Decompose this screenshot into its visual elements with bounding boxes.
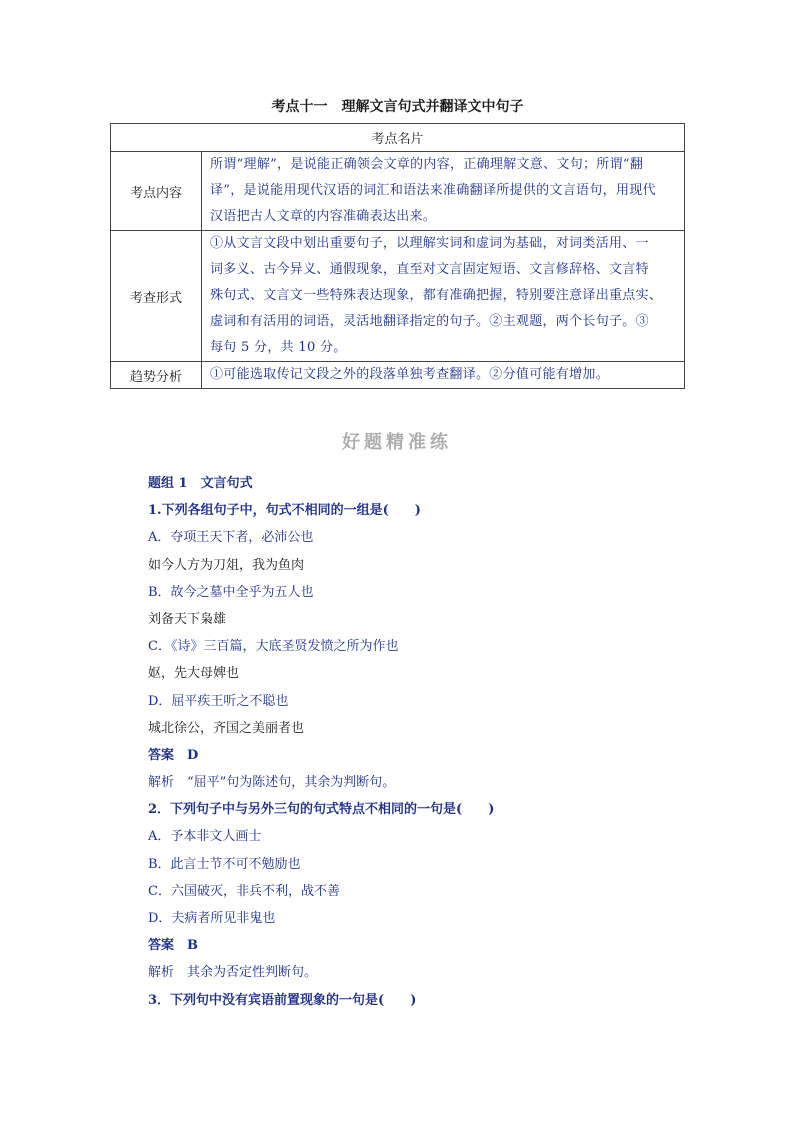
option: A．夺项王天下者，必沛公也 xyxy=(148,530,314,546)
option: A．予本非文人画士 xyxy=(148,829,262,845)
option-continuation: 妪，先大母婢也 xyxy=(148,666,240,682)
page-title: 考点十一 理解文言句式并翻译文中句子 xyxy=(271,99,524,115)
option: B．此言士节不可不勉励也 xyxy=(148,856,301,872)
row-body xyxy=(202,231,685,362)
exam-point-card xyxy=(110,123,685,389)
card-header: 考点名片 xyxy=(111,124,685,152)
question: 1.下列各组句子中，句式不相同的一组是( ) xyxy=(148,503,421,519)
body-line: ①从文言文段中划出重要句子，以理解实词和虚词为基础，对词类活用、一 xyxy=(210,236,649,251)
body-line: 译”，是说能用现代汉语的词汇和语法来准确翻译所提供的文言语句，用现代 xyxy=(210,183,656,198)
body-line: 殊句式、文言文一些特殊表达现象，都有准确把握，特别要注意译出重点实、 xyxy=(210,288,663,303)
answer: 答案 D xyxy=(148,747,199,763)
body-line: ①可能选取传记文段之外的段落单独考查翻译。②分值可能有增加。 xyxy=(210,367,610,382)
body-line: 汉语把古人文章的内容准确表达出来。 xyxy=(210,209,437,224)
option: D．屈平疾王听之不聪也 xyxy=(148,693,289,709)
analysis: 解析 其余为否定性判断句。 xyxy=(148,965,318,981)
group-heading: 题组 1 文言句式 xyxy=(148,476,253,491)
row-label: 趋势分析 xyxy=(111,362,202,389)
card-row-form xyxy=(111,231,685,362)
card-row-content xyxy=(111,152,685,231)
option-continuation: 城北徐公，齐国之美丽者也 xyxy=(148,720,305,736)
question: 2．下列句子中与另外三句的句式特点不相同的一句是( ) xyxy=(148,802,495,818)
option-continuation: 如今人方为刀俎，我为鱼肉 xyxy=(148,557,305,573)
option: D．夫病者所见非鬼也 xyxy=(148,911,276,926)
option: C．《诗》三百篇，大底圣贤发愤之所为作也 xyxy=(148,639,399,655)
question: 3．下列句中没有宾语前置现象的一句是( ) xyxy=(148,992,417,1008)
option-continuation: 刘备天下枭雄 xyxy=(148,611,227,627)
card-row-trend xyxy=(111,362,685,389)
option: C．六国破灭，非兵不利，战不善 xyxy=(148,883,340,899)
analysis: 解析 “屈平”句为陈述句，其余为判断句。 xyxy=(148,775,396,791)
body-line: 每句 5 分，共 10 分。 xyxy=(210,340,347,355)
row-label: 考点内容 xyxy=(111,152,202,231)
row-body xyxy=(202,362,685,389)
body-line: 词多义、古今异义、通假现象，直至对文言固定短语、文言修辞格、文言特 xyxy=(210,262,649,277)
row-label: 考查形式 xyxy=(111,231,202,362)
option: B．故今之墓中全乎为五人也 xyxy=(148,584,314,600)
section-title: 好题精准练 xyxy=(342,432,452,453)
row-body xyxy=(202,152,685,231)
answer: 答案 B xyxy=(148,938,198,954)
body-line: 所谓“理解”，是说能正确领会文章的内容，正确理解文意、文句；所谓“翻 xyxy=(210,157,644,172)
body-line: 虚词和有活用的词语，灵活地翻译指定的句子。②主观题，两个长句子。③ xyxy=(210,314,649,329)
exercise-list xyxy=(148,470,708,1014)
